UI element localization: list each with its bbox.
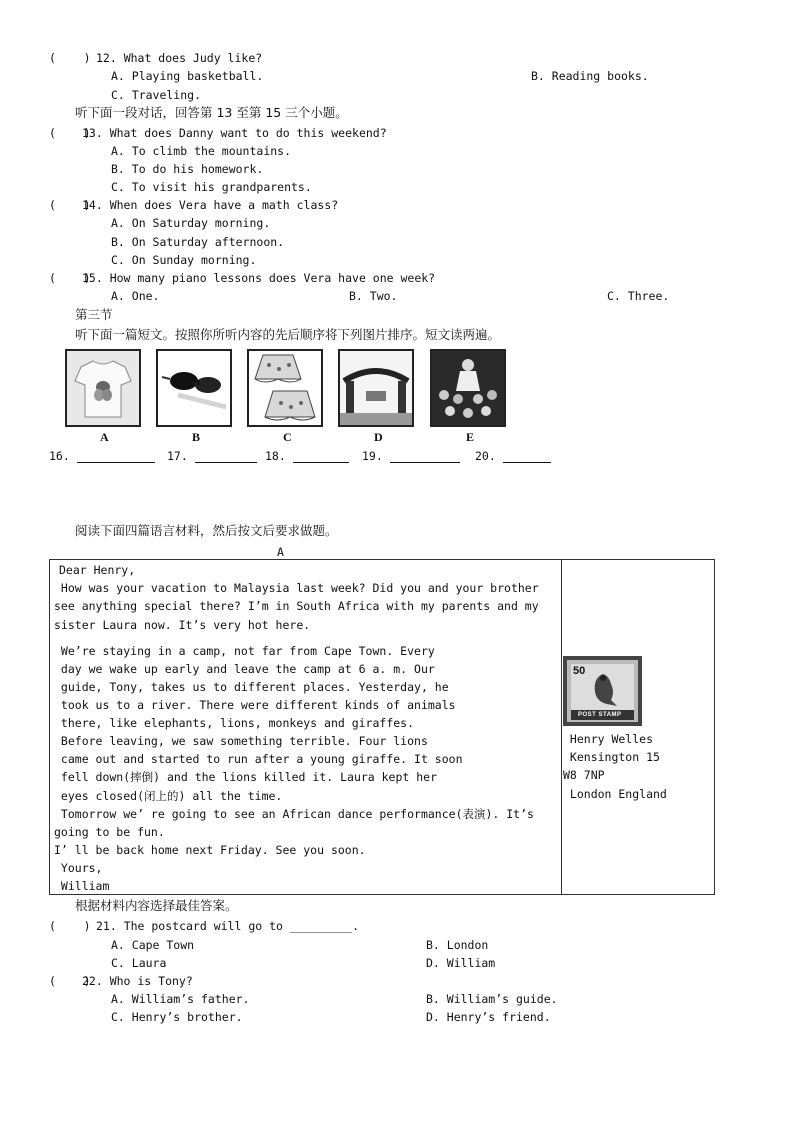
answer-blank-20: 20. [475, 449, 551, 463]
choose-intro: 根据材料内容选择最佳答案。 [75, 898, 238, 913]
reading-intro: 阅读下面四篇语言材料，然后按文后要求做题。 [75, 523, 338, 538]
q15-option-c: C. Three. [607, 289, 670, 303]
q12-option-b: B. Reading books. [531, 69, 649, 83]
q13-option-c: C. To visit his grandparents. [111, 180, 312, 194]
section3-title: 第三节 [75, 307, 113, 322]
blank-line-16[interactable] [77, 451, 155, 463]
skirts-icon [249, 351, 321, 425]
letter-p2-line12: I’ ll be back home next Friday. See you soon. [54, 843, 366, 857]
answer-blank-18: 18. [265, 449, 349, 463]
answer-blank-19: 19. [362, 449, 460, 463]
q15-paren: ( ) [49, 271, 91, 285]
q22-option-d: D. Henry’s friend. [426, 1010, 551, 1024]
q22-option-a: A. William’s father. [111, 992, 250, 1006]
q21-option-a: A. Cape Town [111, 938, 195, 952]
picture-label-d: D [374, 430, 383, 444]
q12-paren: ( ) [49, 51, 91, 65]
picture-a-tshirt [65, 349, 141, 427]
letter-p2-line13: Yours, [54, 861, 103, 875]
q22-option-b: B. William’s guide. [426, 992, 558, 1006]
q15-option-a: A. One. [111, 289, 160, 303]
letter-p2-line6: Before leaving, we saw something terrible. Four lions [54, 734, 428, 748]
section3-instruction: 听下面一篇短文。按照你所听内容的先后顺序将下列图片排序。短文读两遍。 [75, 327, 501, 342]
passage-label-a: A [277, 545, 284, 559]
park-gate-icon [340, 351, 412, 425]
stamp-value: 50 [573, 665, 586, 677]
address-line4: London England [563, 787, 667, 801]
letter-p1-line1: How was your vacation to Malaysia last week? Did you and your brother [54, 581, 539, 595]
picture-label-b: B [192, 430, 201, 444]
q21-paren: ( ) [49, 919, 91, 933]
q14-option-b: B. On Saturday afternoon. [111, 235, 285, 249]
answer-blank-16: 16. [49, 449, 155, 463]
letter-p2-line7: came out and started to run after a young giraffe. It soon [54, 752, 463, 766]
q15-option-b: B. Two. [349, 289, 398, 303]
q21-option-b: B. London [426, 938, 489, 952]
blank-line-19[interactable] [390, 451, 460, 463]
q22-question: 22. Who is Tony? [82, 974, 193, 988]
q14-paren: ( ) [49, 198, 91, 212]
picture-b-sunglasses [156, 349, 232, 427]
q12-option-a: A. Playing basketball. [111, 69, 264, 83]
letter-p2-line1: We’re staying in a camp, not far from Cape Town. Every [54, 644, 435, 658]
q13-paren: ( ) [49, 126, 91, 140]
letter-p2-line2: day we wake up early and leave the camp at 6 a. m. Our [54, 662, 435, 676]
letter-p2-line14: William [54, 879, 110, 893]
q14-option-a: A. On Saturday morning. [111, 216, 271, 230]
blank-line-20[interactable] [503, 451, 551, 463]
picture-d-park-gate [338, 349, 414, 427]
letter-p2-line11: going to be fun. [54, 825, 165, 839]
tshirt-icon [67, 351, 139, 425]
q12-option-c: C. Traveling. [111, 88, 202, 102]
q14-question: 14. When does Vera have a math class? [82, 198, 339, 212]
picture-label-a: A [100, 430, 109, 444]
q12-question: 12. What does Judy like? [96, 51, 263, 65]
stamp-caption: POST STAMP [578, 712, 622, 718]
q22-option-c: C. Henry’s brother. [111, 1010, 243, 1024]
picture-e-snow-white [430, 349, 506, 427]
picture-c-skirts [247, 349, 323, 427]
blank-line-17[interactable] [195, 451, 257, 463]
q14-option-c: C. On Sunday morning. [111, 253, 257, 267]
listen-dialog-intro: 听下面一段对话，回答第 13 至第 15 三个小题。 [75, 105, 348, 120]
snow-white-dwarfs-icon [432, 351, 504, 425]
post-stamp [563, 656, 642, 726]
address-line2: Kensington 15 [563, 750, 660, 764]
letter-p2-line5: there, like elephants, lions, monkeys and giraffes. [54, 716, 415, 730]
q21-question: 21. The postcard will go to _________. [96, 919, 360, 933]
q21-option-d: D. William [426, 956, 496, 970]
q13-option-b: B. To do his homework. [111, 162, 264, 176]
letter-p1-line3: sister Laura now. It’s very hot here. [54, 618, 311, 632]
letter-greeting: Dear Henry, [59, 563, 136, 577]
picture-label-c: C [283, 430, 292, 444]
q13-option-a: A. To climb the mountains. [111, 144, 292, 158]
q21-option-c: C. Laura [111, 956, 167, 970]
sunglasses-icon [158, 351, 230, 425]
postcard-divider [561, 560, 562, 894]
q15-question: 15. How many piano lessons does Vera have one week? [82, 271, 436, 285]
letter-p1-line2: see anything special there? I’m in South Africa with my parents and my [54, 599, 539, 613]
letter-p2-line8: fell down(摔倒) and the lions killed it. Laura kept her [54, 770, 438, 784]
blank-line-18[interactable] [293, 451, 349, 463]
picture-label-e: E [466, 430, 475, 444]
q22-paren: ( ) [49, 974, 91, 988]
address-line1: Henry Welles [563, 732, 654, 746]
letter-p2-line4: took us to a river. There were different kinds of animals [54, 698, 456, 712]
letter-p2-line10: Tomorrow we’ re going to see an African dance performance(表演). It’s [54, 807, 534, 821]
q13-question: 13. What does Danny want to do this weekend? [82, 126, 387, 140]
address-line3: W8 7NP [563, 768, 605, 782]
letter-p2-line9: eyes closed(闭上的) all the time. [54, 789, 283, 803]
letter-p2-line3: guide, Tony, takes us to different places. Yesterday, he [54, 680, 449, 694]
answer-blank-17: 17. [167, 449, 257, 463]
